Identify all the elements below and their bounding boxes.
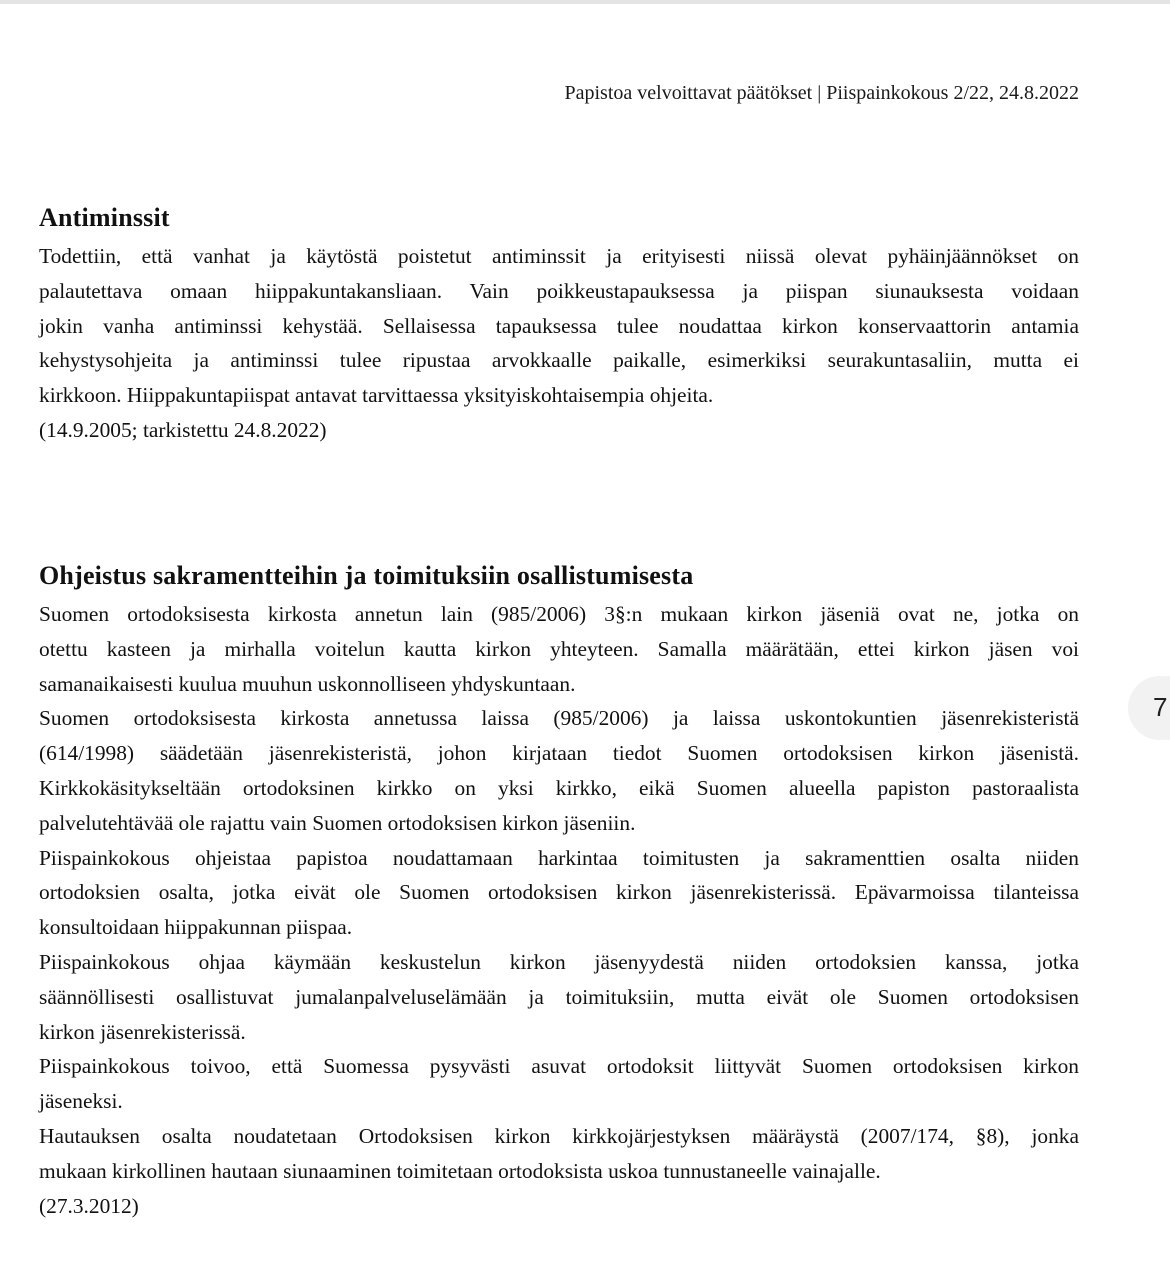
paragraph	[39, 1049, 1079, 1119]
text-line: säännöllisesti osallistuvat jumalanpalveluselämään ja toimituksiin, mutta eivät ole Suomen ortodoksisen	[39, 984, 1079, 1009]
text-line: (614/1998) säädetään jäsenrekisteristä, johon kirjataan tiedot Suomen ortodoksisen kirkon jäsenistä.	[39, 741, 1079, 766]
text-line: ortodoksien osalta, jotka eivät ole Suomen ortodoksisen kirkon jäsenrekisterissä. Epävarmoissa tilanteissa	[39, 880, 1079, 905]
page-number: 7	[1153, 692, 1168, 722]
text-line: jäseneksi.	[39, 1089, 123, 1114]
paragraph	[39, 1189, 1079, 1224]
paragraph	[39, 1119, 1079, 1189]
paragraph	[39, 597, 1079, 701]
text-line: (27.3.2012)	[39, 1193, 139, 1218]
section-body	[39, 239, 1079, 448]
text-line: konsultoidaan hiippakunnan piispaa.	[39, 915, 353, 940]
text-line: Kirkkokäsitykseltään ortodoksinen kirkko on yksi kirkko, eikä Suomen alueella papiston pastoraalista	[39, 775, 1079, 800]
text-line: otettu kasteen ja mirhalla voitelun kautta kirkon yhteyteen. Samalla määrätään, ettei kirkon jäsen voi	[39, 636, 1079, 661]
section-heading: Antiminssit	[39, 203, 170, 232]
paragraph	[39, 701, 1079, 840]
text-line: jokin vanha antiminssi kehystää. Sellaisessa tapauksessa tulee noudattaa kirkon konservaattorin antamia	[39, 313, 1079, 338]
text-line: Piispainkokous ohjaa käymään keskustelun kirkon jäsenyydestä niiden ortodoksien kanssa, jotka	[39, 949, 1079, 974]
running-header: Papistoa velvoittavat päätökset | Piispainkokous 2/22, 24.8.2022	[564, 82, 1079, 104]
section-antiminssit	[39, 201, 1079, 448]
text-line: samanaikaisesti kuulua muuhun uskonnolliseen yhdyskuntaan.	[39, 671, 576, 696]
paragraph	[39, 239, 1079, 413]
text-line: Hautauksen osalta noudatetaan Ortodoksisen kirkon kirkkojärjestyksen määräystä (2007/174, §8), jonka	[39, 1123, 1079, 1148]
paragraph	[39, 413, 1079, 448]
text-line: Piispainkokous toivoo, että Suomessa pysyvästi asuvat ortodoksit liittyvät Suomen ortodoksisen kirkon	[39, 1054, 1079, 1079]
text-line: Todettiin, että vanhat ja käytöstä poistetut antiminssit ja erityisesti niissä olevat pyhäinjäännökset on	[39, 244, 1079, 268]
paragraph	[39, 841, 1079, 945]
text-line: palvelutehtävää ole rajattu vain Suomen ortodoksisen kirkon jäseniin.	[39, 810, 636, 835]
section-sacraments-guidance	[39, 559, 1079, 1223]
section-body	[39, 597, 1079, 1223]
text-line: palautettava omaan hiippakuntakansliaan. Vain poikkeustapauksessa ja piispan siunauksesta voidaan	[39, 278, 1079, 303]
text-line: (14.9.2005; tarkistettu 24.8.2022)	[39, 417, 327, 442]
top-edge-bar	[0, 0, 1170, 4]
section-heading: Ohjeistus sakramentteihin ja toimituksiin osallistumisesta	[39, 561, 694, 590]
text-line: Suomen ortodoksisesta kirkosta annetun lain (985/2006) 3§:n mukaan kirkon jäseniä ovat ne, jotka on	[39, 602, 1079, 626]
text-line: kehystysohjeita ja antiminssi tulee ripustaa arvokkaalle paikalle, esimerkiksi seurakuntasaliin, mutta ei	[39, 348, 1079, 373]
paragraph	[39, 945, 1079, 1049]
text-line: mukaan kirkollinen hautaan siunaaminen toimitetaan ortodoksista uskoa tunnustaneelle vainajalle.	[39, 1158, 881, 1183]
text-line: kirkon jäsenrekisterissä.	[39, 1019, 246, 1044]
text-line: Piispainkokous ohjeistaa papistoa noudattamaan harkintaa toimitusten ja sakramenttien osalta niiden	[39, 845, 1079, 870]
text-line: kirkkoon. Hiippakuntapiispat antavat tarvittaessa yksityiskohtaisempia ohjeita.	[39, 383, 714, 408]
text-line: Suomen ortodoksisesta kirkosta annetussa laissa (985/2006) ja laissa uskontokuntien jäsenrekisteristä	[39, 706, 1079, 731]
